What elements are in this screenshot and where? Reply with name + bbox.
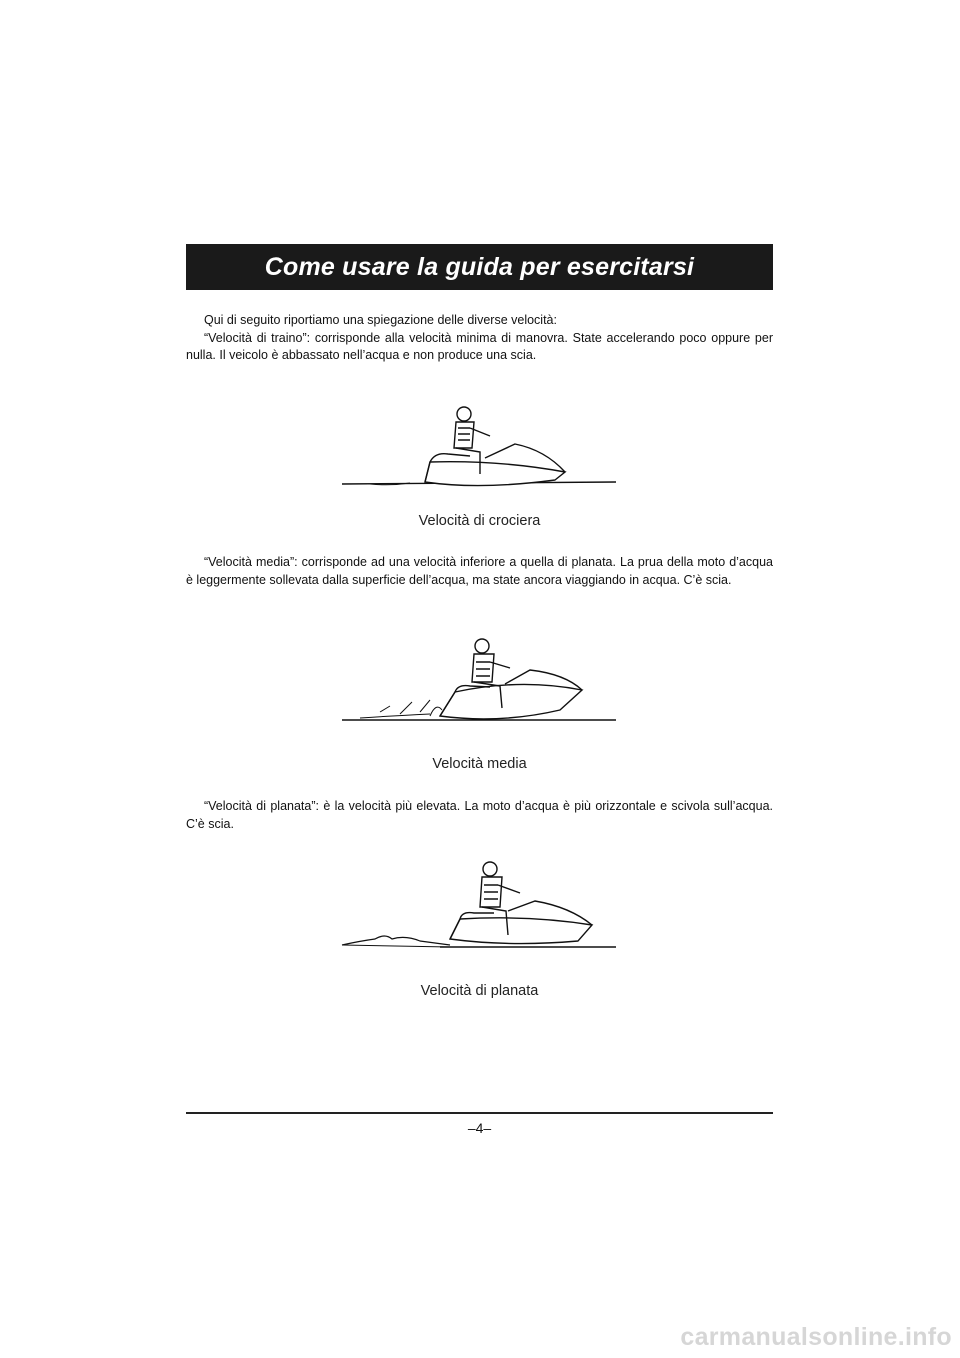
caption-3: Velocità di planata: [420, 983, 539, 999]
jetski-planing-speed-illustration: [330, 855, 630, 955]
jetski-medium-speed-illustration: [330, 632, 630, 732]
page-number: –4–: [467, 1120, 492, 1136]
section-3-text: [186, 798, 773, 833]
page-header-banner: [186, 244, 773, 290]
footer-rule: [186, 1112, 773, 1114]
jetski-low-speed-illustration: [330, 400, 630, 500]
caption-1: Velocità di crociera: [418, 513, 541, 529]
intro-paragraph: Qui di seguito riportiamo una spiegazione delle diverse velocità:: [204, 313, 557, 327]
medium-speed-paragraph: “Velocità media”: corrisponde ad una velocità inferiore a quella di planata. La prua della moto d’acqua è leggermente sollevata dalla superficie dell’acqua, ma state ancora viaggiando in acqua. C’è scia.: [186, 555, 773, 587]
watermark: carmanualsonline.info: [680, 1323, 952, 1351]
planing-speed-paragraph: “Velocità di planata”: è la velocità più elevata. La moto d’acqua è più orizzontale e scivola sull’acqua. C’è scia.: [186, 799, 773, 831]
page-title: Come usare la guida per esercitarsi: [264, 252, 695, 281]
towing-speed-paragraph: “Velocità di traino”: corrisponde alla velocità minima di manovra. State accelerando poco oppure per nulla. Il veicolo è abbassato nell’acqua e non produce una scia.: [186, 330, 773, 362]
caption-2: Velocità media: [432, 756, 527, 772]
section-1-text: [186, 312, 773, 365]
section-2-text: [186, 554, 773, 589]
